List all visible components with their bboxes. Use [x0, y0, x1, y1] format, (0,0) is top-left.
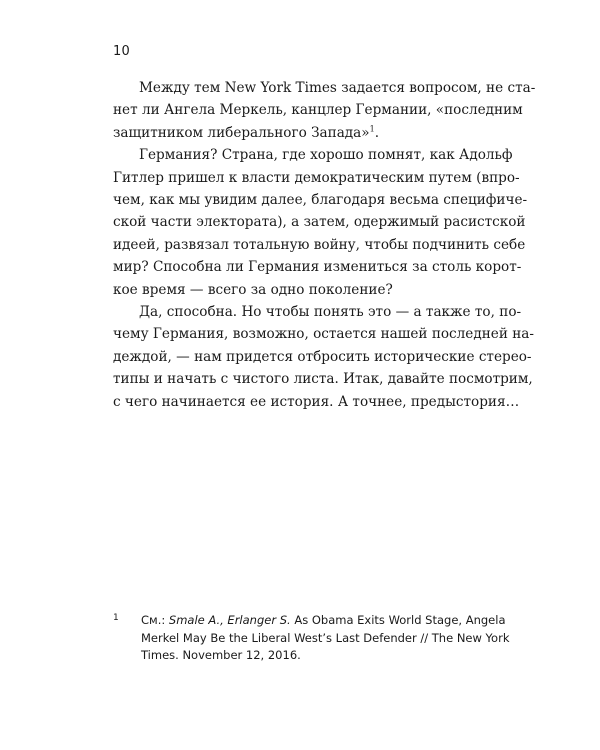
paragraph	[113, 77, 536, 144]
text-line	[113, 122, 477, 144]
text-line: чему Германия, возможно, остается нашей последней на-	[113, 326, 534, 343]
footnote-body	[141, 612, 510, 665]
text-line: ской части электората), а затем, одержимый расистской	[113, 214, 526, 231]
text-line: Между тем New York Times задается вопросом, не ста-	[139, 80, 536, 96]
footnote-authors: Smale A., Erlanger S.	[168, 613, 291, 627]
text-line: чем, как мы увидим далее, благодаря весьма специфиче-	[113, 192, 528, 209]
text-line: мир? Способна ли Германия измениться за столь корот-	[113, 259, 522, 276]
text-line: идеей, развязал тотальную войну, чтобы подчинить себе	[113, 236, 526, 253]
paragraph	[113, 301, 534, 413]
footnote-mark: 1	[113, 613, 119, 623]
footnote	[113, 612, 510, 665]
footnote-line: Times. November 12, 2016.	[141, 648, 301, 662]
text-line: типы и начать с чистого листа. Итак, давайте посмотрим,	[113, 371, 533, 388]
text-line: Германия? Страна, где хорошо помнят, как Адольф	[139, 147, 513, 164]
paragraph	[113, 144, 528, 301]
footnote-prefix: См.:	[141, 613, 166, 627]
text-line: Да, способна. Но чтобы понять это — а также то, по-	[139, 304, 522, 321]
footnote-line	[141, 612, 506, 630]
page-number: 10	[113, 44, 130, 59]
text-line: деждой, — нам придется отбросить исторические стерео-	[113, 348, 532, 365]
sentence-end: .	[374, 124, 380, 141]
text-line-content: защитником либерального Запада»	[113, 124, 370, 141]
footnote-title-start: As Obama Exits World Stage, Angela	[294, 613, 506, 627]
body-text	[113, 77, 536, 413]
text-line: кое время — всего за одно поколение?	[113, 281, 393, 298]
text-line: Гитлер пришел к власти демократическим путем (впро-	[113, 169, 520, 186]
text-line: нет ли Ангела Меркель, канцлер Германии, «последним	[113, 102, 523, 119]
text-line: с чего начинается ее история. А точнее, предыстория…	[113, 393, 520, 410]
footnote-line: Merkel May Be the Liberal West’s Last Defender // The New York	[141, 630, 510, 645]
footnote-reference[interactable]: 1	[369, 124, 375, 134]
